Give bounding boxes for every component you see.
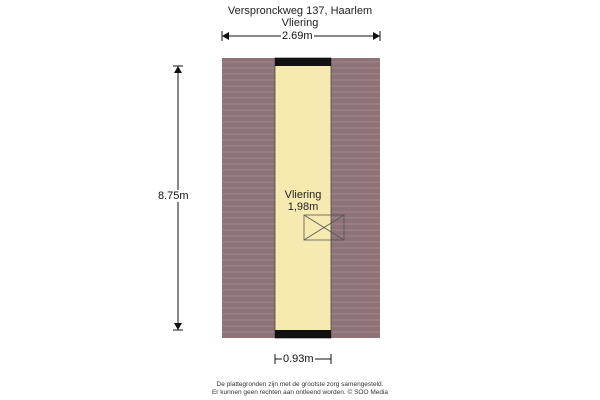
- wall-bottom: [275, 330, 331, 338]
- room-area-label: 1,98m: [287, 201, 319, 213]
- room-width-label: 0.93m: [283, 353, 314, 365]
- footer-disclaimer-line1: De plattegronden zijn met de grootste zorg samengesteld.: [216, 381, 384, 388]
- footer-disclaimer-line2: Er kunnen geen rechten aan ontleend worden. © SOO Media: [211, 389, 389, 396]
- width-total-label: 2.69m: [282, 30, 313, 42]
- plan-floor-title: Vliering: [281, 17, 319, 29]
- plan-address-title: Verspronckweg 137, Haarlem: [227, 5, 373, 17]
- height-total-label: 8.75m: [158, 190, 189, 202]
- room-name-label: Vliering: [284, 189, 322, 201]
- wall-top: [275, 58, 331, 66]
